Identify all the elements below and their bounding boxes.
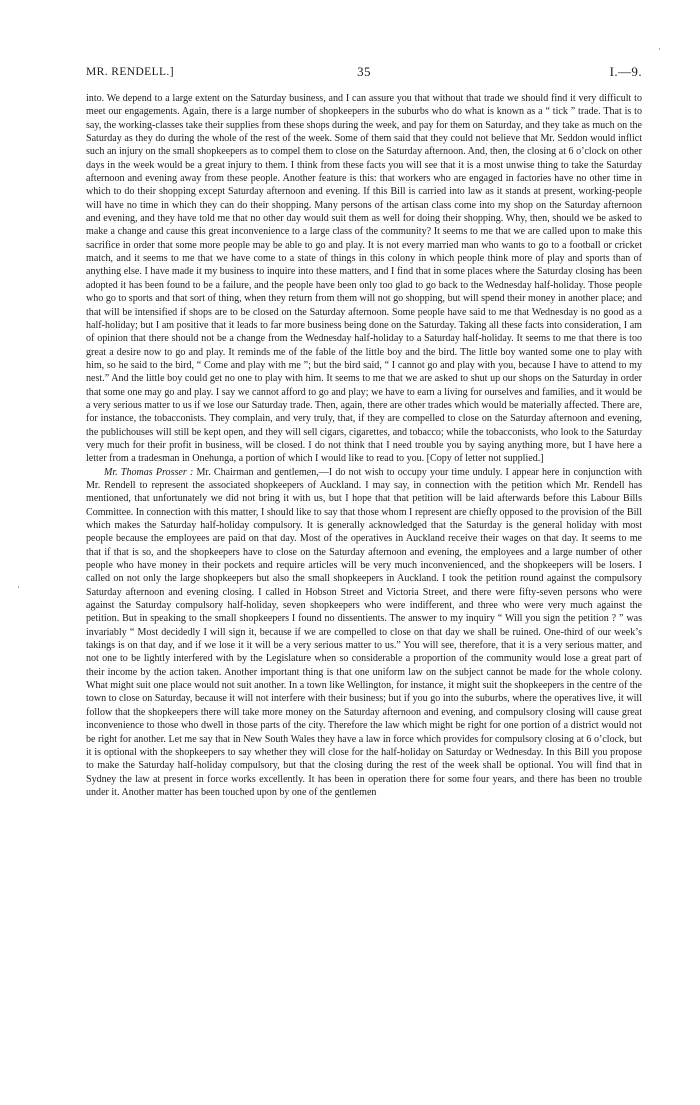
paragraph-prosser xyxy=(86,466,642,800)
running-head xyxy=(86,64,642,84)
margin-speck: · xyxy=(658,44,661,54)
page-number: 35 xyxy=(357,64,371,79)
paragraph-rendell-continued xyxy=(86,92,642,466)
paragraph-text: into. We depend to a large extent on the Saturday business, and I can assure you that without that trade we should find it very difficult to meet our engagements. Again, there is a large number of shopkeepers in the suburbs who do what is known as a “ tick ” trade. That is to say, the working-classes take their supplies from these shops during the week, and pay for them on Saturday, and they take as much on the Saturday as they do during the whole of the rest of the week. Some of them said that they could not believe that Mr. Seddon would inflict such an injury on the small shopkeepers as to compel them to close on the Saturday afternoon. And, then, the closing at 6 o’clock on other days in the week would be a great injury to them. I think from these facts you will see that it is a most unwise thing to take the Saturday afternoon and evening away from these people. Another feature is this: that workers who are engaged in factories have no other time in which to do their shopping except Saturday afternoon and evening. If this Bill is carried into law as it stands at present, working-people will have no time in which they can do their shopping. Many persons of the artisan class come into my shop on the Saturday afternoon and evening, and they have told me that no other day would suit them as well for doing their shopping. Why, then, should we be asked to make a change and cause this great inconvenience to a large class of the community? It seems to me that we are called upon to make this sacrifice in order that some more people may be able to go and play. It is not every married man who wants to go to a football or cricket match, and it seems to me that we have come to a state of things in this colony in which people think more of play and sports than of anything else. I have made it my business to inquire into these matters, and I find that in some places where the Saturday closing has been adopted it has been found to be a failure, and the people have been only too glad to go back to the Wednesday half-holiday. Those people who go to sports and that sort of thing, when they return from them will not go shopping, but will spend their money in another place; and that will be intensified if shops are to be closed on the Saturday afternoon. Some people have said to me that Wednesday is no good as a half-holiday; but I am positive that it leads to far more business being done on the Saturday. Taking all these facts into consideration, I am of opinion that there should not be a change from the Wednesday half-holiday to a Saturday half-holiday. It seems to me that there is too great a desire now to go and play. It reminds me of the fable of the little boy and the bird. The little boy wanted some one to play with him, so he said to the bird, “ Come and play with me ”; but the bird said, “ I cannot go and play with you, because I have to attend to my nest.” And the little boy could get no one to play with him. It seems to me that we are asked to shut up our shops on the Saturday in order that some one may go and play. I say we cannot afford to go and play; we have to earn a living for ourselves and families, and it would be a very serious matter to us if we lose our Saturday trade. Then, again, there are other trades which would be materially affected. There are, for instance, the tobacconists. They complain, and very truly, that, if they are compelled to close on the Saturday afternoon and evening, the publichouses will still be kept open, and they will sell cigars, cigarettes, and tobacco; while the tobacconists, who look to the Saturday very much for their profit in business, will be closed. I do not think that I need trouble you by saying anything more, but I have here a letter from a tradesman in Onehunga, a portion of which I would like to read to you. [Copy of letter not supplied.] xyxy=(86,93,642,465)
margin-speck: · xyxy=(17,582,20,592)
document-reference: I.—9. xyxy=(609,64,642,79)
body-text xyxy=(86,92,642,799)
speaker-name: Mr. Thomas Prosser : xyxy=(104,466,194,478)
running-head-speaker: MR. RENDELL.] xyxy=(86,66,174,78)
paragraph-text: Mr. Chairman and gentlemen,—I do not wish to occupy your time unduly. I appear here in conjunction with Mr. Rendell to represent the associated shopkeepers of Auckland. I may say, in connection with the petition which Mr. Rendell has mentioned, that unfortunately we did not bring it with us, but I hope that that petition will be laid afterwards before this Labour Bills Committee. In connection with this matter, I should like to say that those whom I represent are chiefly opposed to the provision of the Bill which makes the Saturday half-holiday compulsory. It is generally acknowledged that the Saturday is the general holiday with most people because the employees are paid on that day. Most of the operatives in Auckland receive their wages on that day. It seems to me that if that is so, and the shopkeepers have to close on the Saturday afternoon and evening, the employees and a large number of other people who have money in their pockets and require articles will be very much inconvenienced, and the shopkeepers will be losers. I called on not only the large shopkeepers but also the small shopkeepers in Auckland. I took the petition round against the compulsory Saturday afternoon and evening closing. I called in Hobson Street and Victoria Street, and there were fifty-seven persons who were against the Saturday compulsory half-holiday, seven shopkeepers who were indifferent, and three who were very much against the petition. But in speaking to the small shopkeepers I found no dissentients. The answer to my inquiry “ Will you sign the petition ? ” was invariably “ Most decidedly I will sign it, because if we are compelled to close on that day we shall be ruined. One-third of our week’s takings is on that day, and if we lose it it will be a very serious matter to us.” You will see, therefore, that it is a very serious matter, and not one to be lightly interfered with by the Legislature when so considerable a proportion of the community would lose a great part of their income by the action taken. Another important thing is that one uniform law on the subject cannot be made for the whole colony. What might suit one place would not suit another. In a town like Wellington, for instance, it might suit the shopkeepers in the centre of the town to close on Saturday, because it will not interfere with their business; but if you go into the suburbs, where the operatives live, it will follow that the shopkeepers there will take more money on the Saturday afternoon and evening, and compulsory closing will cause great inconvenience to those who dwell in those parts of the city. Therefore the law which might be right for one portion of a district would not be right for another. Let me say that in New South Wales they have a law in force which provides for compulsory closing at 6 o’clock, but it is optional with the shopkeepers to say whether they will close for the half-holiday on Saturday or Wednesday. In this Bill you propose to make the Saturday half-holiday compulsory, but that the closing during the rest of the week shall be optional. You will find that in Sydney the law at present in force works excellently. It has been in operation there for some four years, and there has been no trouble under it. Another matter has been touched upon by one of the gentlemen xyxy=(86,466,642,798)
